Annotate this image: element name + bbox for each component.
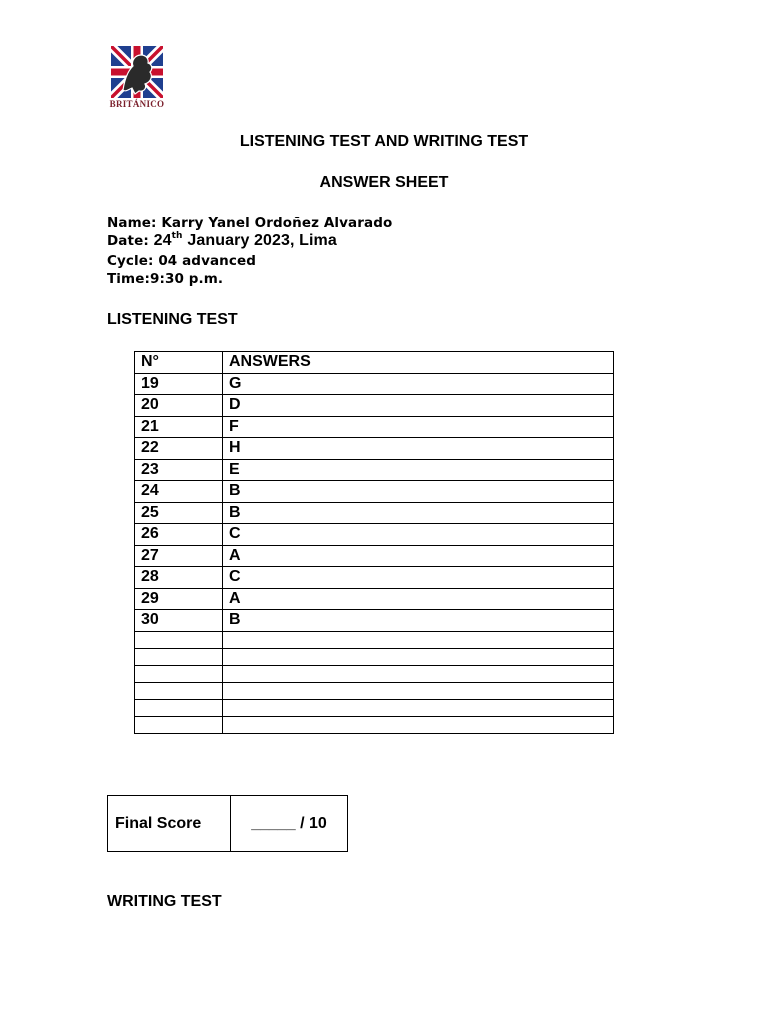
document-title: LISTENING TEST AND WRITING TEST <box>239 133 529 150</box>
empty-table-row <box>135 631 614 648</box>
question-number-cell: 21 <box>135 416 223 438</box>
table-row <box>135 610 614 632</box>
answer-cell: C <box>223 567 614 589</box>
empty-number-cell <box>135 716 223 733</box>
name-label: Name: <box>107 215 157 231</box>
empty-answer-cell <box>223 699 614 716</box>
answer-cell: G <box>223 373 614 395</box>
answer-cell: A <box>223 545 614 567</box>
empty-number-cell <box>135 682 223 699</box>
final-score-table <box>107 795 348 852</box>
answer-cell: A <box>223 588 614 610</box>
question-number-cell: 23 <box>135 459 223 481</box>
empty-table-row <box>135 716 614 733</box>
empty-number-cell <box>135 631 223 648</box>
date-rest: January 2023, Lima <box>187 232 337 249</box>
answer-cell: F <box>223 416 614 438</box>
table-row <box>135 395 614 417</box>
answer-cell: B <box>223 481 614 503</box>
empty-number-cell <box>135 699 223 716</box>
question-number-cell: 19 <box>135 373 223 395</box>
empty-answer-cell <box>223 682 614 699</box>
empty-answer-cell <box>223 648 614 665</box>
date-line <box>107 232 337 250</box>
final-score-value: _____ / 10 <box>231 796 348 852</box>
name-value: Karry Yanel Ordoñez Alvarado <box>161 215 393 231</box>
final-score-row <box>108 796 348 852</box>
time-label: Time: <box>107 271 150 287</box>
final-score-label: Final Score <box>108 796 231 852</box>
time-line <box>107 271 223 287</box>
question-number-cell: 24 <box>135 481 223 503</box>
britanico-logo <box>107 46 167 114</box>
union-jack-lion-icon <box>111 46 163 98</box>
column-header-answers: ANSWERS <box>223 352 614 374</box>
answer-cell: D <box>223 395 614 417</box>
listening-heading: LISTENING TEST <box>107 311 238 328</box>
writing-heading: WRITING TEST <box>107 893 222 910</box>
answer-cell: H <box>223 438 614 460</box>
table-row <box>135 459 614 481</box>
table-header-row <box>135 352 614 374</box>
cycle-label: Cycle: <box>107 253 154 269</box>
empty-answer-cell <box>223 716 614 733</box>
answers-table-body <box>135 352 614 734</box>
question-number-cell: 28 <box>135 567 223 589</box>
empty-answer-cell <box>223 665 614 682</box>
logo-text: BRITÁNICO <box>109 99 165 109</box>
table-row <box>135 502 614 524</box>
question-number-cell: 26 <box>135 524 223 546</box>
empty-table-row <box>135 648 614 665</box>
question-number-cell: 29 <box>135 588 223 610</box>
empty-table-row <box>135 699 614 716</box>
empty-table-row <box>135 682 614 699</box>
answers-table <box>134 351 614 734</box>
time-value: 9:30 p.m. <box>149 271 224 287</box>
empty-answer-cell <box>223 631 614 648</box>
question-number-cell: 30 <box>135 610 223 632</box>
question-number-cell: 25 <box>135 502 223 524</box>
table-row <box>135 567 614 589</box>
date-suffix: th <box>171 231 183 241</box>
name-line <box>107 215 392 231</box>
column-header-number: N° <box>135 352 223 374</box>
question-number-cell: 27 <box>135 545 223 567</box>
table-row <box>135 588 614 610</box>
cycle-line <box>107 253 256 269</box>
table-row <box>135 545 614 567</box>
answer-cell: B <box>223 502 614 524</box>
cycle-value: 04 advanced <box>158 253 257 269</box>
empty-number-cell <box>135 648 223 665</box>
table-row <box>135 416 614 438</box>
table-row <box>135 481 614 503</box>
date-label: Date: <box>107 233 149 249</box>
document-subtitle: ANSWER SHEET <box>319 174 449 191</box>
answer-cell: E <box>223 459 614 481</box>
empty-number-cell <box>135 665 223 682</box>
answer-cell: C <box>223 524 614 546</box>
empty-table-row <box>135 665 614 682</box>
table-row <box>135 524 614 546</box>
answer-cell: B <box>223 610 614 632</box>
table-row <box>135 438 614 460</box>
question-number-cell: 20 <box>135 395 223 417</box>
date-day: 24 <box>153 232 172 249</box>
table-row <box>135 373 614 395</box>
question-number-cell: 22 <box>135 438 223 460</box>
